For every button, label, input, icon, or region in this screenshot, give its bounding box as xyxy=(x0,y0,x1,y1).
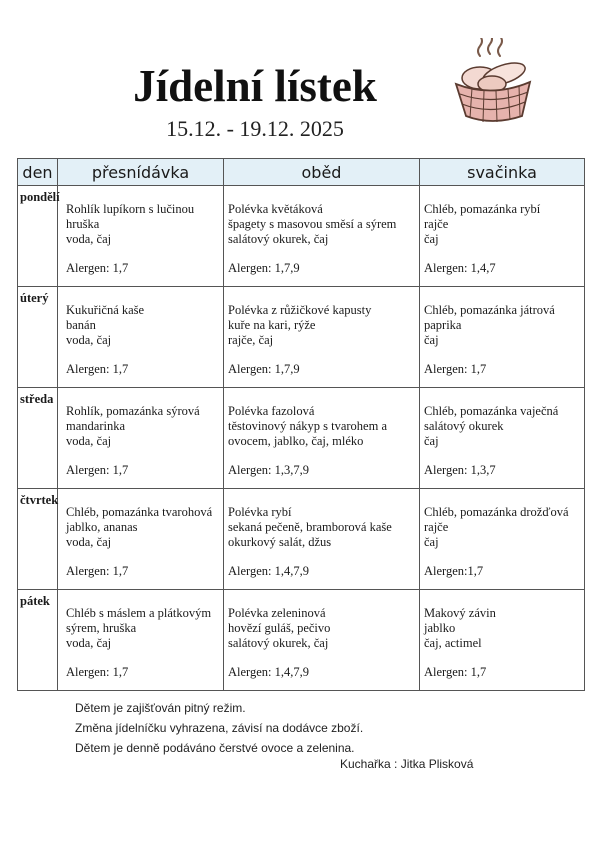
menu-item: salátový okurek, čaj xyxy=(228,636,329,650)
menu-item: salátový okurek, čaj xyxy=(228,232,329,246)
menu-item: Chléb, pomazánka tvarohová xyxy=(66,505,213,519)
header-den: den xyxy=(18,159,58,186)
allergen-label: Alergen:1,7 xyxy=(424,564,484,578)
allergen-label: Alergen: 1,3,7,9 xyxy=(228,463,310,477)
menu-item: Polévka z růžičkové kapusty xyxy=(228,303,372,317)
snack2-cell xyxy=(420,590,585,691)
menu-item: rajče xyxy=(424,217,449,231)
menu-item: Chléb, pomazánka vaječná xyxy=(424,404,559,418)
lunch-cell xyxy=(224,186,420,287)
menu-item: rajče xyxy=(424,520,449,534)
menu-row xyxy=(18,489,585,590)
allergen-label: Alergen: 1,7 xyxy=(66,362,129,376)
lunch-cell xyxy=(224,590,420,691)
allergen-label: Alergen: 1,7 xyxy=(66,665,129,679)
header-snack1: přesnídávka xyxy=(58,159,224,186)
snack1-cell xyxy=(58,287,224,388)
snack2-cell xyxy=(420,388,585,489)
allergen-label: Alergen: 1,7 xyxy=(424,665,487,679)
snack1-cell xyxy=(58,388,224,489)
snack1-cell xyxy=(58,590,224,691)
allergen-label: Alergen: 1,7,9 xyxy=(228,261,300,275)
snack2-cell xyxy=(420,489,585,590)
menu-item: ovocem, jablko, čaj, mléko xyxy=(228,434,364,448)
page-title: Jídelní lístek xyxy=(133,61,377,111)
menu-item: Polévka rybí xyxy=(228,505,292,519)
menu-item: sekaná pečeně, bramborová kaše xyxy=(228,520,392,534)
menu-item: čaj, actimel xyxy=(424,636,482,650)
menu-item: paprika xyxy=(424,318,462,332)
menu-table xyxy=(17,158,585,691)
allergen-label: Alergen: 1,3,7 xyxy=(424,463,496,477)
menu-item: hruška xyxy=(66,217,100,231)
menu-item: jablko, ananas xyxy=(66,520,138,534)
menu-item: hovězí guláš, pečivo xyxy=(228,621,331,635)
notes xyxy=(75,698,363,758)
allergen-label: Alergen: 1,7 xyxy=(66,463,129,477)
day-cell: pátek xyxy=(18,590,58,691)
snack2-cell xyxy=(420,287,585,388)
menu-item: Makový závin xyxy=(424,606,496,620)
lunch-cell xyxy=(224,388,420,489)
menu-item: voda, čaj xyxy=(66,636,112,650)
menu-item: mandarinka xyxy=(66,419,126,433)
menu-item: špagety s masovou směsí a sýrem xyxy=(228,217,397,231)
menu-item: Polévka květáková xyxy=(228,202,323,216)
menu-row xyxy=(18,590,585,691)
day-cell: čtvrtek xyxy=(18,489,58,590)
note-line: Dětem je denně podáváno čerstvé ovoce a zelenina. xyxy=(75,741,355,755)
lunch-cell xyxy=(224,489,420,590)
menu-item: Polévka fazolová xyxy=(228,404,315,418)
header-lunch: oběd xyxy=(224,159,420,186)
allergen-label: Alergen: 1,7 xyxy=(66,261,129,275)
menu-item: Chléb, pomazánka játrová xyxy=(424,303,555,317)
menu-item: salátový okurek xyxy=(424,419,504,433)
note-line: Změna jídelníčku vyhrazena, závisí na dodávce zboží. xyxy=(75,721,364,735)
menu-item: Chléb s máslem a plátkovým xyxy=(66,606,212,620)
allergen-label: Alergen: 1,4,7 xyxy=(424,261,496,275)
menu-item: čaj xyxy=(424,333,439,347)
menu-item: jablko xyxy=(424,621,456,635)
menu-item: kuře na kari, rýže xyxy=(228,318,316,332)
menu-item: rajče, čaj xyxy=(228,333,274,347)
menu-row xyxy=(18,287,585,388)
allergen-label: Alergen: 1,7 xyxy=(66,564,129,578)
menu-item: banán xyxy=(66,318,96,332)
menu-header-row xyxy=(18,159,585,186)
menu-item: sýrem, hruška xyxy=(66,621,137,635)
snack1-cell xyxy=(58,186,224,287)
day-cell: úterý xyxy=(18,287,58,388)
header-snack2: svačinka xyxy=(420,159,585,186)
menu-item: Polévka zeleninová xyxy=(228,606,326,620)
allergen-label: Alergen: 1,7,9 xyxy=(228,362,300,376)
menu-item: čaj xyxy=(424,232,439,246)
allergen-label: Alergen: 1,4,7,9 xyxy=(228,564,310,578)
bread-basket-icon xyxy=(442,38,542,128)
menu-item: Chléb, pomazánka rybí xyxy=(424,202,541,216)
menu-item: Chléb, pomazánka drožďová xyxy=(424,505,569,519)
menu-item: čaj xyxy=(424,535,439,549)
day-cell: pondělí xyxy=(18,186,58,287)
menu-item: čaj xyxy=(424,434,439,448)
menu-item: Rohlík, pomazánka sýrová xyxy=(66,404,200,418)
date-range: 15.12. - 19.12. 2025 xyxy=(166,116,344,141)
menu-item: voda, čaj xyxy=(66,333,112,347)
menu-row xyxy=(18,388,585,489)
day-cell: středa xyxy=(18,388,58,489)
snack2-cell xyxy=(420,186,585,287)
cook-signature: Kuchařka : Jitka Plisková xyxy=(340,757,474,771)
snack1-cell xyxy=(58,489,224,590)
menu-item: těstovinový nákyp s tvarohem a xyxy=(228,419,387,433)
menu-item: voda, čaj xyxy=(66,535,112,549)
allergen-label: Alergen: 1,4,7,9 xyxy=(228,665,310,679)
lunch-cell xyxy=(224,287,420,388)
menu-item: Kukuřičná kaše xyxy=(66,303,145,317)
menu-row xyxy=(18,186,585,287)
menu-item: okurkový salát, džus xyxy=(228,535,332,549)
menu-item: voda, čaj xyxy=(66,232,112,246)
allergen-label: Alergen: 1,7 xyxy=(424,362,487,376)
menu-item: voda, čaj xyxy=(66,434,112,448)
menu-item: Rohlík lupíkorn s lučinou xyxy=(66,202,195,216)
note-line: Dětem je zajišťován pitný režim. xyxy=(75,701,246,715)
